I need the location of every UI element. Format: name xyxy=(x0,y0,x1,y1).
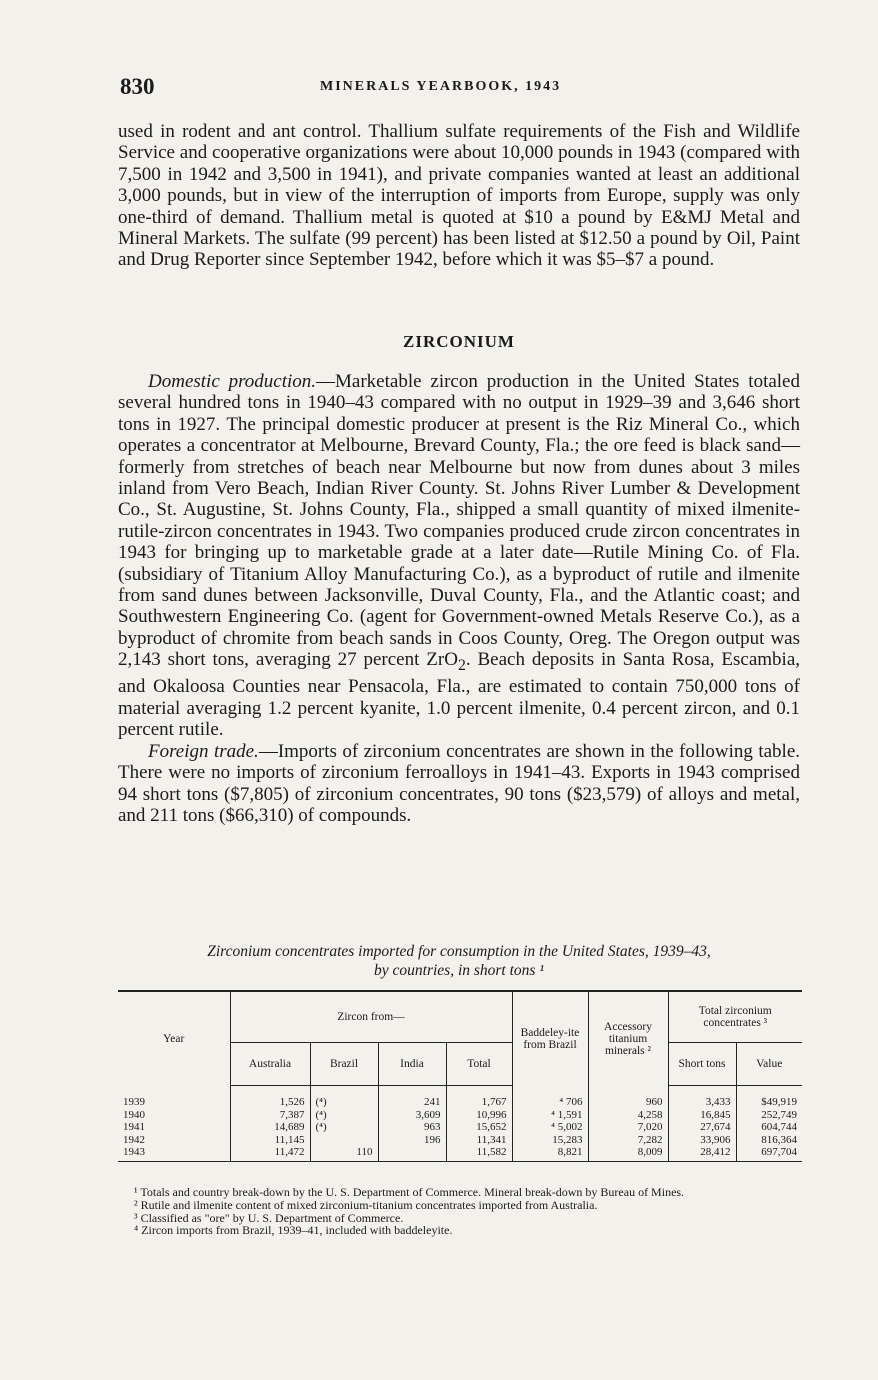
cell-short-tons: 3,433 xyxy=(668,1086,736,1109)
cell-baddeleyite: ⁴ 706 xyxy=(512,1086,588,1109)
cell-year: 1943 xyxy=(118,1146,230,1161)
cell-short-tons: 28,412 xyxy=(668,1146,736,1161)
cell-australia: 1,526 xyxy=(230,1086,310,1109)
cell-baddeleyite: 15,283 xyxy=(512,1134,588,1147)
cell-australia: 11,145 xyxy=(230,1134,310,1147)
cell-short-tons: 33,906 xyxy=(668,1134,736,1147)
footnote: ¹ Totals and country break-down by the U. S. Department of Commerce. Mineral break-down by Bureau of Mines. xyxy=(134,1185,685,1199)
foreign-trade-paragraph xyxy=(118,741,800,827)
col-header-accessory-titanium: Accessory titanium minerals ² xyxy=(588,991,668,1086)
table-row xyxy=(118,1134,802,1147)
cell-total: 10,996 xyxy=(446,1109,512,1122)
running-header xyxy=(120,74,800,100)
cell-short-tons: 16,845 xyxy=(668,1109,736,1122)
table-row xyxy=(118,1146,802,1161)
cell-accessory: 4,258 xyxy=(588,1109,668,1122)
table-row xyxy=(118,1121,802,1134)
table-row xyxy=(118,1109,802,1122)
cell-value: 697,704 xyxy=(736,1146,802,1161)
cell-total: 1,767 xyxy=(446,1086,512,1109)
cell-india: 196 xyxy=(378,1134,446,1147)
cell-accessory: 960 xyxy=(588,1086,668,1109)
cell-india: 241 xyxy=(378,1086,446,1109)
col-header-brazil: Brazil xyxy=(310,1043,378,1086)
col-header-total-zirconium: Total zirconium concentrates ³ xyxy=(668,991,802,1043)
col-header-short-tons: Short tons xyxy=(668,1043,736,1086)
caption-line: Zirconium concentrates imported for consumption in the United States, 1939–43, xyxy=(207,943,711,960)
domestic-production-paragraph xyxy=(118,371,800,741)
footnote: ² Rutile and ilmenite content of mixed zirconium-titanium concentrates imported from Australia. xyxy=(134,1197,598,1212)
cell-baddeleyite: 8,821 xyxy=(512,1146,588,1161)
cell-brazil: (⁴) xyxy=(310,1121,378,1134)
footnote: ⁴ Zircon imports from Brazil, 1939–41, included with baddeleyite. xyxy=(134,1223,453,1238)
paragraph-text-continued: . Beach deposits in Santa Rosa, Escambia, and Okaloosa Counties near Pensacola, Fla., are estimated to contain 750,000 tons of material averaging 1.2 percent kyanite, 1.0 percent ilmenite, 0.4 percent zircon, and 0.1 percent rutile. xyxy=(118,649,800,741)
cell-india: 3,609 xyxy=(378,1109,446,1122)
cell-brazil xyxy=(310,1134,378,1147)
paragraph-text: used in rodent and ant control. Thallium sulfate requirements of the Fish and Wildlife Service and cooperative organizations were about 10,000 pounds in 1943 (compared with 7,500 in 1942 and 3,500 in 1941), and private companies wanted at least an additional 3,000 pounds, but in view of the interruption of imports from Europe, supply was only one-third of demand. Thallium metal is quoted at $10 a pound by E&MJ Metal and Mineral Markets. The sulfate (99 percent) has been listed at $12.50 a pound by Oil, Paint and Drug Reporter since September 1942, before which it was $5–$7 a pound. xyxy=(118,121,800,271)
col-header-zircon-from: Zircon from— xyxy=(230,991,512,1043)
running-title: MINERALS YEARBOOK, 1943 xyxy=(320,79,562,94)
table-row xyxy=(118,1086,802,1109)
cell-accessory: 7,020 xyxy=(588,1121,668,1134)
table-caption xyxy=(118,942,800,980)
paragraph-text: —Imports of zirconium concentrates are shown in the following table. There were no imports of zirconium ferroalloys in 1941–43. Exports in 1943 comprised 94 short tons ($7,805) of zirconium concentrates, 90 tons ($23,579) of alloys and metal, and 211 tons ($66,310) of compounds. xyxy=(118,740,801,826)
page-number: 830 xyxy=(120,74,155,99)
cell-year: 1941 xyxy=(123,1121,145,1134)
cell-brazil: 110 xyxy=(310,1146,378,1161)
zirconium-imports-table xyxy=(118,990,802,1162)
col-header-value: Value xyxy=(736,1043,802,1086)
cell-year: 1939 xyxy=(123,1095,145,1108)
cell-brazil: (⁴) xyxy=(310,1109,378,1122)
caption-line: by countries, in short tons ¹ xyxy=(374,962,544,979)
cell-short-tons: 27,674 xyxy=(668,1121,736,1134)
footnote: ³ Classified as "ore" by U. S. Department of Commerce. xyxy=(134,1210,404,1225)
cell-total: 15,652 xyxy=(446,1121,512,1134)
zirconium-body xyxy=(118,371,800,826)
cell-australia: 7,387 xyxy=(230,1109,310,1122)
paragraph-lead: Domestic production. xyxy=(148,371,317,392)
col-header-australia: Australia xyxy=(230,1043,310,1086)
col-header-india: India xyxy=(378,1043,446,1086)
cell-accessory: 7,282 xyxy=(588,1134,668,1147)
section-title: ZIRCONIUM xyxy=(403,332,515,351)
paragraph-lead: Foreign trade. xyxy=(148,740,259,762)
cell-baddeleyite: ⁴ 5,002 xyxy=(512,1121,588,1134)
chemical-formula: ZrO$_2$ xyxy=(426,649,466,675)
cell-total: 11,341 xyxy=(446,1134,512,1147)
col-header-baddeleyite: Baddeley-ite from Brazil xyxy=(512,991,588,1086)
cell-total: 11,582 xyxy=(446,1146,512,1161)
cell-baddeleyite: ⁴ 1,591 xyxy=(512,1109,588,1122)
col-header-year: Year xyxy=(118,991,230,1086)
cell-australia: 11,472 xyxy=(230,1146,310,1161)
cell-year: 1940 xyxy=(123,1108,145,1121)
cell-value: 816,364 xyxy=(736,1134,802,1147)
cell-accessory: 8,009 xyxy=(588,1146,668,1161)
cell-value: $49,919 xyxy=(736,1086,802,1109)
col-header-total: Total xyxy=(446,1043,512,1086)
cell-india xyxy=(378,1146,446,1161)
cell-value: 604,744 xyxy=(736,1121,802,1134)
paragraph-text: —Marketable zircon production in the United States totaled several hundred tons in 1940–43 compared with no output in 1929–39 and 3,646 short tons in 1927. The principal domestic producer at present is the Riz Mineral Co., which operates a concentrator at Melbourne, Brevard County, Fla.; the ore feed is black sand—formerly from stretches of beach near Melbourne but now from dunes about 3 miles inland from Vero Beach, Indian River County. St. Johns River Lumber & Development Co., St. Augustine, St. Johns County, Fla., shipped a small quantity of mixed ilmenite-rutile-zircon concentrates in 1943. Two companies produced crude zircon concentrates in 1943 for bringing up to marketable grade at a later date—Rutile Mining Co. of Fla. (subsidiary of Titanium Alloy Manufacturing Co.), as a byproduct of rutile and ilmenite from sand dunes between Jacksonville, Duval County, Fla., and the Atlantic coast; and Southwestern Engineering Co. (agent for Government-owned Metals Reserve Co.), as a byproduct of chromite from beach sands in Coos County, Oreg. The Oregon output was 2,143 short tons, averaging 27 percent xyxy=(118,371,800,671)
cell-india: 963 xyxy=(378,1121,446,1134)
cell-brazil: (⁴) xyxy=(310,1086,378,1109)
table-footnotes xyxy=(118,1186,800,1237)
cell-value: 252,749 xyxy=(736,1109,802,1122)
cell-australia: 14,689 xyxy=(230,1121,310,1134)
cell-year: 1942 xyxy=(123,1133,145,1146)
thallium-paragraph-continued xyxy=(118,121,800,271)
